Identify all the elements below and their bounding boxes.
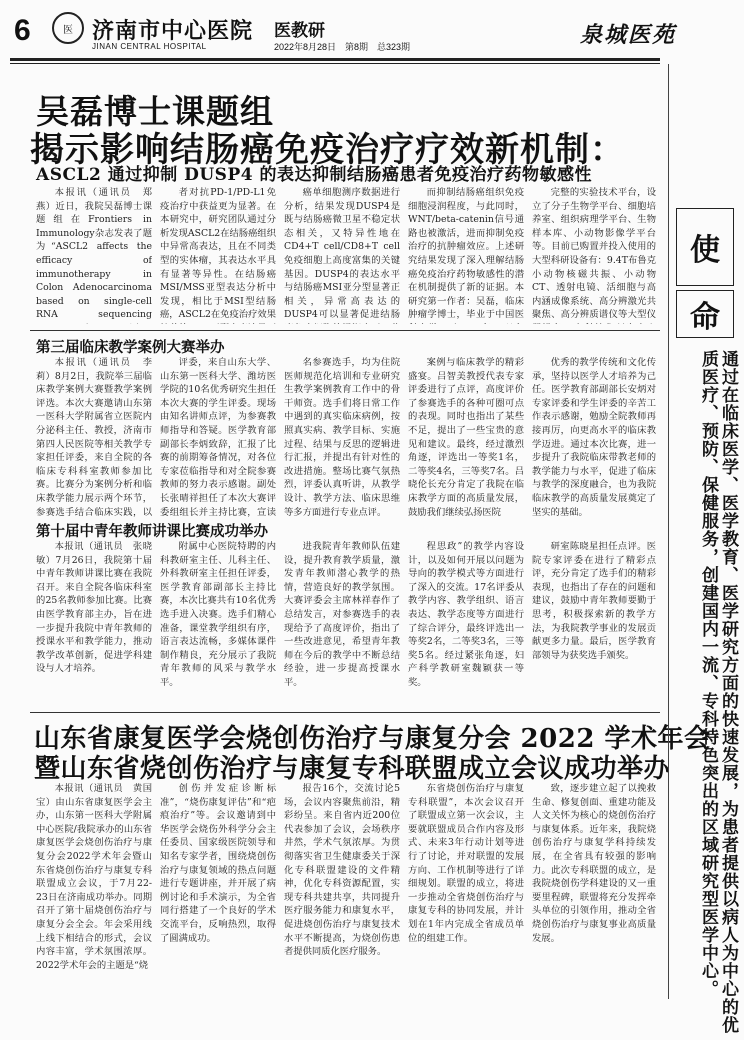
article1-title-line2: 揭示影响结肠癌免疫治疗疗效新机制： <box>30 130 625 170</box>
article2-heading: 第三届临床教学案例大赛举办 <box>36 339 225 356</box>
article1-col1: 本报讯（通讯员 郑燕）近日，我院吴磊博士课题组在Frontiers in Immunology杂志发表了题为“ASCL2 affects the efficacy of immunotherapy in Colon Adenocarcinoma based on single-cell RNA sequencing <box>36 187 152 321</box>
article3-col5: 研室陈晓星担任点评。医院专家评委在进行了精彩点评，充分肯定了选手们的精彩表现，也指出了存在的问题和建议，鼓励中青年教师要勤于思考，积极探索新的教学方法，为我院教学事业的发展贡献更多力量。最后，医学教育部领导为获奖选手颁奖。 <box>532 541 656 661</box>
divider <box>30 712 660 713</box>
section-name: 泉城医苑 <box>580 22 677 48</box>
article4-col4: 东省烧创伤治疗与康复专科联盟”，本次会议召开了联盟成立第一次会议，主要就联盟成员合作内容及形式、未来3年行动计划等进行了讨论，并对联盟的发展方向、工作机制等进行了详细规划。联盟的成立，将进一步推动全省烧创伤治疗与康复专科的协同发展，并计划在1年内完成全省成员单位的组建工作。 <box>408 783 524 944</box>
paper-name-en: JINAN CENTRAL HOSPITAL <box>92 42 207 51</box>
article4-title-line2: 暨山东省烧创伤治疗与康复专科联盟成立会议成功举办 <box>34 754 671 784</box>
issue-info: 2022年8月28日 第8期 总323期 <box>274 42 411 52</box>
article2-col5: 优秀的教学传统和文化传承，坚持以医学人才培养为己任。医学教育部副部长安炳对专家评委和学生评委的辛苦工作表示感谢，勉励全院教师再接再厉，向更高水平的临床教学迈进。通过本次比赛，进一步提升了我院临床带教老师的教学能力与水平，促进了临床与教学的深度融合，也为我院临床教学的高质量发展奠定了坚实的基础。 <box>532 357 656 518</box>
article3-col3: 进我院青年教师队伍建设，提升教育教学质量，激发青年教师潜心教学的热情，营造良好的教学氛围。大赛评委会主席林祥春作了总结发言，对参赛选手的表现给予了高度评价，指出了一些改进意见，希望青年教师在今后的教学中不断总结经验，进一步提高授课水平。 <box>284 541 400 688</box>
article2-col2: 评委，来自山东大学、山东第一医科大学、潍坊医学院的10名优秀研究生担任本次大赛的学生评委。现场由知名讲师点评，为参赛教师指导和答疑。医学教育部副部长李炳致辞，汇报了比赛的前期筹备情况，对各位专家莅临指导和对全院参赛教师的努力表示感谢。副处长张晴祥担任了本次大赛评委组组长并主持比赛，宣读 <box>160 357 276 518</box>
article1-subtitle: ASCL2 通过抑制 DUSP4 的表达抑制结肠癌患者免疫治疗药物敏感性 <box>36 165 592 185</box>
article1-col3: 癌单细胞测序数据进行分析，结果发现DUSP4是既与结肠癌微卫星不稳定状态相关，又特异性地在CD4+T cell/CD8+T cell免疫细胞上高度富集的关键基因。DUSP4的表达水平与结肠癌MSI亚分型显著正相关，异常高表达的DUSP4可以显著促进结肠 <box>284 187 400 321</box>
article2-col4: 案例与临床教学的精彩盛宴。吕智美教授代表专家评委进行了点评，高度评价了参赛选手的各种可圈可点的表现。同时也指出了某些不足，提出了一些宝贵的意见和建议。最终，经过激烈角逐，评选出一等奖1名，二等奖4名，三等奖7名。吕晓伦长充分肯定了我院在临床教学方面的高质量发展，鼓励我们继续弘扬医院 <box>408 357 524 518</box>
article1-col2: 者对抗PD-1/PD-L1免疫治疗中获益更为显著。在本研究中，研究团队通过分析发现ASCL2在结肠癌组织中异常高表达，且在不同类型的实体瘤，其表达水平具有显著等异性。在结肠癌MSI/MSS亚型表达分析中发现，相比于MSI型结肠癌，ASCL2在免疫治疗效果 <box>160 187 276 321</box>
page-number: 6 <box>14 14 31 47</box>
column-title: 医教研 <box>274 21 325 41</box>
paper-name: 济南市中心医院 <box>92 18 254 44</box>
mission-statement: 通过在临床医学、医学教育、医学研究方面的快速发展，为患者提供以病人为中心的优质医疗、预防、保健服务，创建国内一流、专科特色突出的区域研究型医学中心。 <box>698 350 738 1034</box>
article1-col5: 完整的实验技术平台，设立了分子生物学平台、细胞培养室、组织病理学平台、生物样本库、小动物影像学平台等。目前已购置并投入使用的大型科研设备有：9.4T布鲁克小动物核磁共振、小动物CT、透射电镜、活细胞与高内涵成像系统、高分辨激光共聚焦、高分辨质谱仪等大型仪 <box>532 187 656 321</box>
hospital-logo-icon: 医 <box>52 12 84 44</box>
masthead-divider <box>10 58 660 61</box>
article3-col2: 附属中心医院特聘的内科教研室主任、儿科主任、外科教研室主任担任评委，医学教育部副部长主持比赛，本次比赛共有10名优秀选手进入决赛。选手们精心准备，课堂教学组织有序，语言表达流畅，多媒体课件制作精良，充分展示了我院青年教师的风采与教学水平。 <box>160 541 276 688</box>
article3-col4: 程思政”的教学内容设计，以及如何开展以问题为导向的教学模式等方面进行了深入的交流。17名评委从教学内容、教学组织、语言表达、教学态度等方面进行了综合评分，最终评选出一等奖2名，二等奖3名，三等奖5名。经过紧张角逐，妇产科学教研室魏颖获一等奖。 <box>408 541 524 688</box>
mission-heading-char1: 使 <box>676 208 734 286</box>
masthead-divider-thin <box>10 63 660 64</box>
article4-col1: 本报讯（通讯员 黄国宝）由山东省康复医学会主办，山东第一医科大学附属中心医院/我院承办的山东省康复医学会烧创伤治疗与康复分会2022学术年会暨山东省烧创伤治疗与康复专科联盟成立会议，于7月22-23日在济南成功举办。同期召开了第十届烧创伤治疗与康复分会全会。年会采用线上线下相结合的形式，会议内容丰富，学术氛围浓厚。2022学术年会的主题是“烧 <box>36 783 152 971</box>
mission-heading-char2: 命 <box>676 290 734 338</box>
divider <box>30 330 660 331</box>
article4-col5: 致，逐步建立起了以挽救生命、修复创面、重建功能及人文关怀为核心的烧创伤治疗与康复体系。近年来，我院烧创伤治疗与康复学科持续发展，在全省具有较强的影响力。此次专科联盟的成立，是我院烧创伤学科建设的又一重要里程碑，联盟将充分发挥牵头单位的引领作用，推动全省烧创伤治疗与康复事业高质量发展。 <box>532 783 656 944</box>
article4-col2: 创伤并发症诊断标准”，“烧伤康复评估”和“疤痕治疗”等。会议邀请到中华医学会烧伤外科学分会主任委员、国家级医院领导和知名专家学者，围绕烧创伤治疗与康复领域的热点问题进行专题讲座，并开展了病例讨论和手术演示，为全省同行搭建了一个良好的学术交流平台，反响热烈，取得了圆满成功。 <box>160 783 276 944</box>
article4-col3: 报告16个，交流讨论5场，会议内容聚焦前沿，精彩纷呈。来自省内近200位代表参加了会议，会场秩序井然，学术气氛浓厚。为贯彻落实省卫生健康委关于深化专科联盟建设的文件精神，优化专科资源配置，实现专科共建共享，共同提升医疗服务能力和康复水平，促进烧创伤治疗与康复技术水平不断提高，为烧创伤患者提供同质化医疗服务。 <box>284 783 400 958</box>
article1-title-line1: 吴磊博士课题组 <box>36 92 274 131</box>
article1-col4: 而抑制结肠癌组织免疫细胞浸润程度，与此同时，WNT/beta-catenin信号通路也被激活，进而抑制免疫治疗的抗肿瘤效应。上述研究结果发现了深入理解结肠癌免疫治疗药物敏感性的潜在机制提供了新的证据。本研究第一作者：吴磊，临床肿瘤学博士，毕业于中国医 <box>408 187 524 321</box>
article2-col3: 名参赛选手，均为住院医师规范化培训和专业研究生教学案例教育工作中的骨干师资。选手们将日常工作中遇到的真实临床病例，按照真实病、教学目标、实施过程、结果与反思的逻辑进行汇报，并提出有针对性的改进措施。整场比赛气氛热烈，评委认真听讲，从教学设计、教学方法、临床思维等多方面进行专业点评。 <box>284 357 400 518</box>
article3-col1: 本报讯（通讯员 张晓敏）7月26日，我院第十届中青年教师讲课比赛在我院召开。来自全院各临床科室的25名教师参加比赛。比赛由医学教育部主办，旨在进一步提升我院中青年教师的授课水平和教学能力，推动教学改革创新，促进学科建设与人才培养。 <box>36 541 152 675</box>
article4-title-line1: 山东省康复医学会烧创伤治疗与康复分会 2022 学术年会 <box>34 724 711 754</box>
article2-col1: 本报讯（通讯员 李莉）8月2日，我院举三届临床教学案例大赛暨教学案例评选。本次大赛邀请山东第一医科大学附属省立医院内分泌科主任、教授，济南市第四人民医院等相关教学专家担任评委，来自全院的各临床专科科室教师参加比赛。比赛分为案例分析和临床教学能力展示两个环节，参赛选手结合临床实践，以 <box>36 357 152 518</box>
article3-heading: 第十届中青年教师讲课比赛成功举办 <box>36 523 268 540</box>
